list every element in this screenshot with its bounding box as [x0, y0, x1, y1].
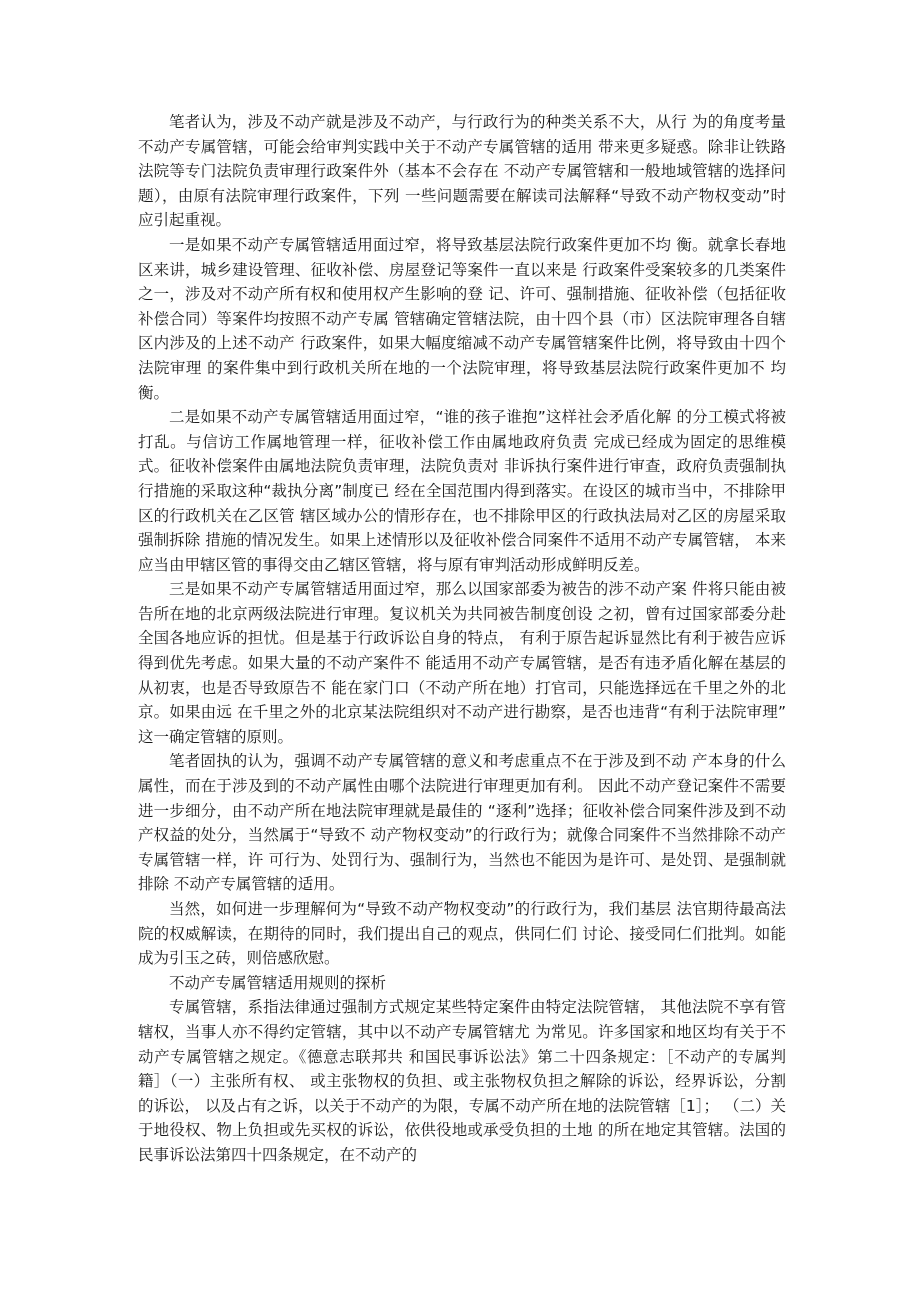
paragraph-conclusion: 当然，如何进一步理解何为“导致不动产物权变动”的行政行为，我们基层 法官期待最高法院的权威解读，在期待的同时，我们提出自己的观点，供同仁们 讨论、接受同仁们批判。如能成为引玉之砖，则倍感欣慰。 [138, 900, 786, 968]
paragraph-exclusive-jurisdiction: 专属管辖，系指法律通过强制方式规定某些特定案件由特定法院管辖， 其他法院不享有管辖权，当事人亦不得约定管辖，其中以不动产专属管辖尤 为常见。许多国家和地区均有关于不动产专属管辖之规定。《德意志联邦共 和国民事诉讼法》第二十四条规定：［不动产的专属判籍］（一）主张所有权、 或主张物权的负担、或主张物权负担之解除的诉讼，经界诉讼，分割的诉讼， 以及占有之诉，以关于不动产的为限，专属不动产所在地的法院管辖［1］； （二）关于地役权、物上负担或先买权的诉讼，依供役地或承受负担的土地 的所在地定其管辖。法国的民事诉讼法第四十四条规定，在不动产的 [138, 998, 786, 1164]
paragraph-point-three: 三是如果不动产专属管辖适用面过窄，那么以国家部委为被告的涉不动产案 件将只能由被告所在地的北京两级法院进行审理。复议机关为共同被告制度创设 之初，曾有过国家部委分赴全国各地应诉的担忧。但是基于行政诉讼自身的特点， 有利于原告起诉显然比有利于被告应诉得到优先考虑。如果大量的不动产案件不 能适用不动产专属管辖，是否有违矛盾化解在基层的从初衷，也是否导致原告不 能在家门口（不动产所在地）打官司，只能选择远在千里之外的北京。如果由远 在千里之外的北京某法院组织对不动产进行勘察，是否也违背“有利于法院审理” 这一确定管辖的原则。 [138, 580, 786, 746]
paragraph-point-one: 一是如果不动产专属管辖适用面过窄，将导致基层法院行政案件更加不均 衡。就拿长春地区来讲，城乡建设管理、征收补偿、房屋登记等案件一直以来是 行政案件受案较多的几类案件之一，涉及对不动产所有权和使用权产生影响的登 记、许可、强制措施、征收补偿（包括征收补偿合同）等案件均按照不动产专属 管辖确定管辖法院，由十四个县（市）区法院审理各自辖区内涉及的上述不动产 行政案件，如果大幅度缩减不动产专属管辖案件比例，将导致由十四个法院审理 的案件集中到行政机关所在地的一个法院审理，将导致基层法院行政案件更加不 均衡。 [138, 235, 786, 402]
document-body [138, 110, 786, 1168]
paragraph-point-two: 二是如果不动产专属管辖适用面过窄，“谁的孩子谁抱”这样社会矛盾化解 的分工模式将被打乱。与信访工作属地管理一样，征收补偿工作由属地政府负责 完成已经成为固定的思维模式。征收补偿案件由属地法院负责审理，法院负责对 非诉执行案件进行审查，政府负责强制执行措施的采取这种“裁执分离”制度已 经在全国范围内得到落实。在设区的城市当中，不排除甲区的行政机关在乙区管 辖区域办公的情形存在，也不排除甲区的行政执法局对乙区的房屋采取强制拆除 措施的情况发生。如果上述情形以及征收补偿合同案件不适用不动产专属管辖， 本来应当由甲辖区管的事得交由乙辖区管辖，将与原有审判活动形成鲜明反差。 [138, 408, 786, 574]
paragraph-author-view: 笔者固执的认为，强调不动产专属管辖的意义和考虑重点不在于涉及到不动 产本身的什么属性，而在于涉及到的不动产属性由哪个法院进行审理更加有利。 因此不动产登记案件不需要进一步细分，由不动产所在地法院审理就是最佳的 “逐利”选择；征收补偿合同案件涉及到不动产权益的处分，当然属于“导致不 动产物权变动”的行政行为；就像合同案件不当然排除不动产专属管辖一样，许 可行为、处罚行为、强制行为，当然也不能因为是许可、是处罚、是强制就排除 不动产专属管辖的适用。 [138, 752, 786, 894]
paragraph-intro: 笔者认为，涉及不动产就是涉及不动产，与行政行为的种类关系不大，从行 为的角度考量不动产专属管辖，可能会给审判实践中关于不动产专属管辖的适用 带来更多疑惑。除非让铁路法院等专门法院负责审理行政案件外（基本不会存在 不动产专属管辖和一般地域管辖的选择问题），由原有法院审理行政案件，下列 一些问题需要在解读司法解释“导致不动产物权变动”时应引起重视。 [138, 113, 786, 230]
section-heading: 不动产专属管辖适用规则的探析 [169, 973, 387, 992]
